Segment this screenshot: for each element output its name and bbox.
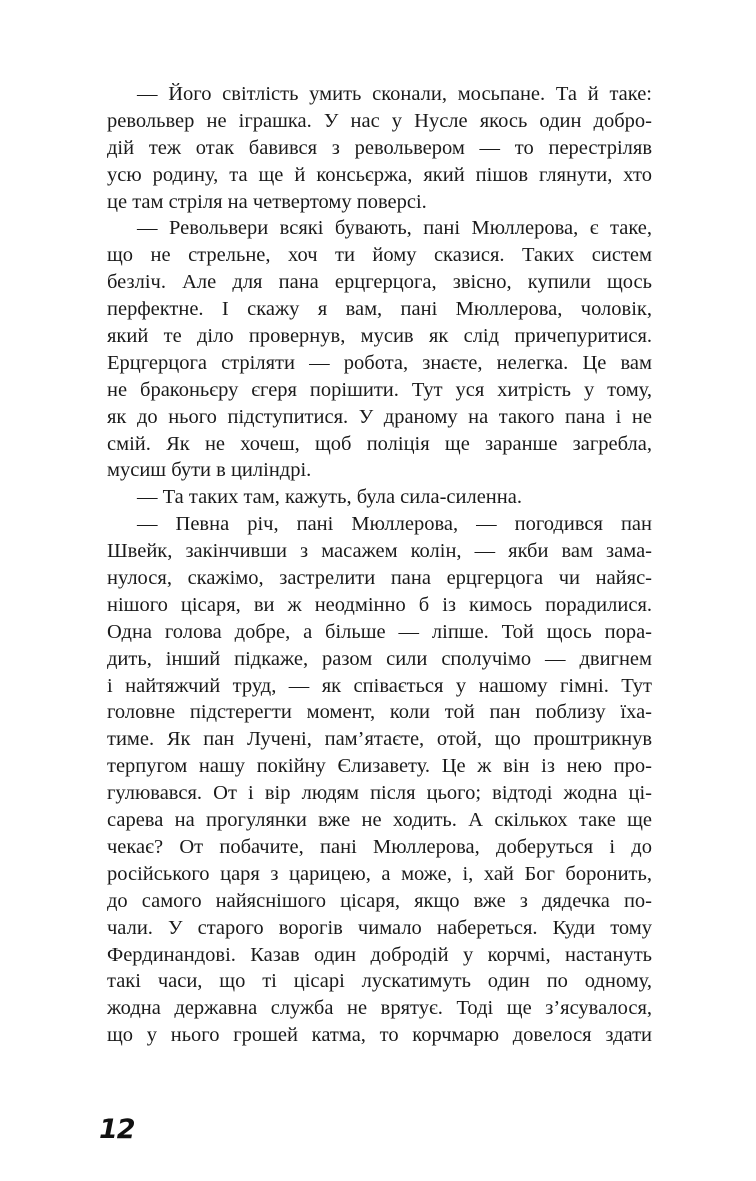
text-line: не браконьєру єгеря порішити. Тут уся хитрість у тому, [107, 378, 652, 401]
text-line: і найтяжчий труд, — як співається у нашому гімні. Тут [107, 674, 652, 697]
text-line: нішого цісаря, ви ж неодмінно б із кимось порадилися. [107, 593, 652, 616]
text-line: російського царя з царицею, а може, і, хай Бог боронить, [107, 862, 652, 885]
text-line: Фердинандові. Казав один добродій у корчмі, настануть [107, 943, 652, 966]
text-line: сарева на прогулянки вже не ходить. А скількох таке ще [107, 809, 652, 832]
text-line: дій теж отак бавився з револьвером — то перестріляв [107, 136, 652, 159]
text-line: дить, інший підкаже, разом сили сполучімо — двигнем [107, 647, 652, 670]
text-line: тиме. Як пан Лучені, пам’ятаєте, отой, що проштрикнув [107, 728, 652, 751]
text-line: Ерцгерцога стріляти — робота, знаєте, нелегка. Це вам [107, 351, 652, 374]
text-line: що не стрельне, хоч ти йому сказися. Таких систем [107, 244, 652, 267]
text-line: усю родину, та ще й консьєржа, який пішов глянути, хто [107, 163, 652, 186]
text-line: терпугом нашу покійну Єлизавету. Це ж він із нею про- [107, 755, 652, 778]
text-line: що у нього грошей катма, то корчмарю довелося здати [107, 1024, 652, 1047]
text-line: чали. У старого ворогів чимало набереться. Куди тому [107, 916, 652, 939]
text-line: чекає? От побачите, пані Мюллерова, доберуться і до [107, 835, 652, 858]
text-line: Швейк, закінчивши з масажем колін, — якби вам зама- [107, 540, 652, 563]
text-line: нулося, скажімо, застрелити пана ерцгерцога чи найяс- [107, 567, 652, 590]
text-line: безліч. Але для пана ерцгерцога, звісно, купили щось [107, 271, 652, 294]
page-number: 12 [99, 1114, 135, 1145]
text-line: який те діло провернув, мусив як слід причепуритися. [107, 325, 652, 348]
text-line: — Та таких там, кажуть, була сила-силенна. [137, 486, 522, 509]
text-line: перфектне. І скажу я вам, пані Мюллерова, чоловік, [107, 298, 652, 321]
text-line: до самого найяснішого цісаря, якщо вже з дядечка по- [107, 889, 652, 912]
text-line: Одна голова добре, а більше — ліпше. Той щось пора- [107, 620, 652, 643]
text-line: — Певна річ, пані Мюллерова, — погодився пан [137, 513, 652, 536]
text-line: як до нього підступитися. У драному на такого пана і не [107, 405, 652, 428]
text-line: жодна державна служба не врятує. Тоді ще з’ясувалося, [107, 997, 652, 1020]
text-line: — Револьвери всякі бувають, пані Мюллерова, є таке, [137, 217, 652, 240]
text-line: мусиш бути в циліндрі. [107, 459, 312, 482]
text-line: смій. Як не хочеш, щоб поліція ще заранше загребла, [107, 432, 652, 455]
text-line: гулювався. От і вір людям після цього; відтоді жодна ці- [107, 782, 652, 805]
text-line: головне підстерегти момент, коли той пан поблизу їха- [107, 701, 652, 724]
text-line: — Його світлість умить сконали, мосьпане. Та й таке: [137, 83, 652, 105]
text-line: такі часи, що ті цісарі лускатимуть один по одному, [107, 970, 652, 993]
page-body-text [107, 81, 652, 1049]
text-line: револьвер не іграшка. У нас у Нусле якось один добро- [107, 109, 652, 132]
text-line: це там стріля на четвертому поверсі. [107, 190, 427, 213]
